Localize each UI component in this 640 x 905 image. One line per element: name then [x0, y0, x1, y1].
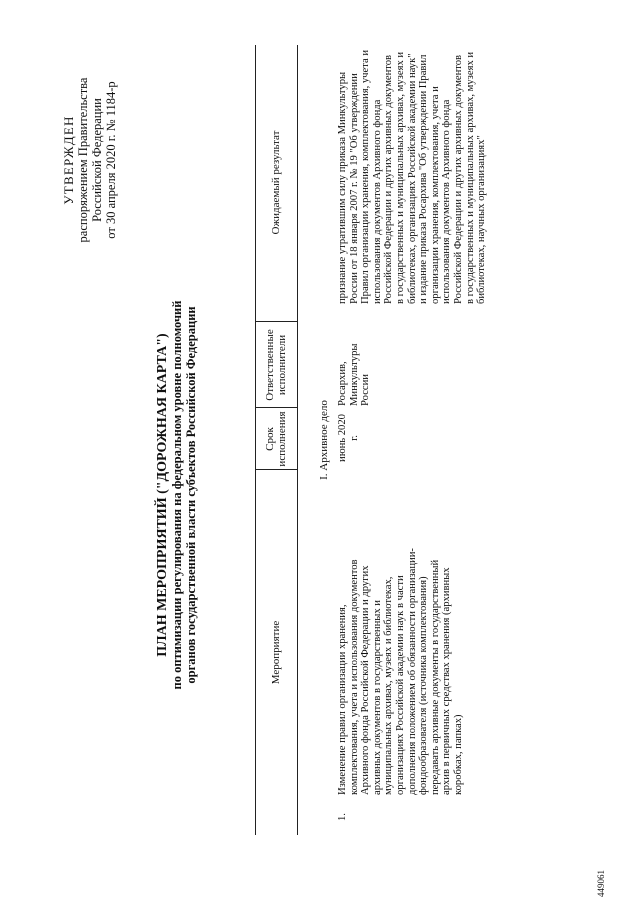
- title-subtitle-line: по оптимизации регулирования на федеральном уровне полномочий: [170, 300, 184, 690]
- row-number: 1.: [337, 813, 348, 821]
- column-header-event: Мероприятие: [270, 620, 282, 685]
- approval-line: Российской Федерации: [90, 98, 104, 222]
- approval-heading: УТВЕРЖДЕН: [61, 115, 76, 205]
- approval-stamp: [62, 35, 118, 285]
- document-title: [156, 225, 198, 765]
- document-code: 449061: [596, 870, 606, 897]
- column-separator: [255, 321, 297, 322]
- row-period: июнь 2020 г.: [337, 414, 360, 462]
- column-separator: [255, 407, 297, 408]
- row-responsible: Росархив, Минкультуры России: [337, 343, 372, 406]
- approval-line: от 30 апреля 2020 г. № 1184-р: [104, 81, 118, 239]
- title-main: ПЛАН МЕРОПРИЯТИЙ ("ДОРОЖНАЯ КАРТА"): [155, 333, 170, 657]
- row-event: Изменение правил организации хранения, комплектования, учета и использования документов Архивного фонда Российской Федерации и других архивных документов в государственных и муниципальных архивах, музеях и библиотеках, организациях Российской академии наук в части дополнения положением об обязанности организации-фондообразователя (источника комплектования) передавать архивные документы в государственный архив в первичных средствах хранения (архивных коробках, папках): [337, 548, 464, 795]
- column-header-period: Срок исполнения: [264, 411, 288, 467]
- plan-table: [255, 45, 585, 835]
- column-header-responsible: Ответственные исполнители: [264, 329, 288, 401]
- table-top-rule: [255, 45, 256, 835]
- table-header-rule: [297, 45, 298, 835]
- section-title: I. Архивное дело: [318, 400, 330, 480]
- column-header-result: Ожидаемый результат: [270, 130, 282, 235]
- row-result: признание утратившим силу приказа Минкультуры России от 18 января 2007 г. № 19 "Об утверждении Правил организации хранения, комплектования, учета и использования документов Архивного фонда Российской Федерации и других архивных документов в государственных и муниципальных архивах, музеях и библиотеках, организациях Российской академии наук" и издание приказа Росархива "Об утверждении Правил организации хранения, комплектования, учета и использования документов Архивного фонда Российской Федерации и других архивных документов в государственных и муниципальных архивах, музеях и библиотеках, научных организациях": [337, 50, 488, 304]
- approval-line: распоряжением Правительства: [76, 77, 90, 243]
- title-subtitle-line: органов государственной власти субъектов Российской Федерации: [184, 306, 198, 684]
